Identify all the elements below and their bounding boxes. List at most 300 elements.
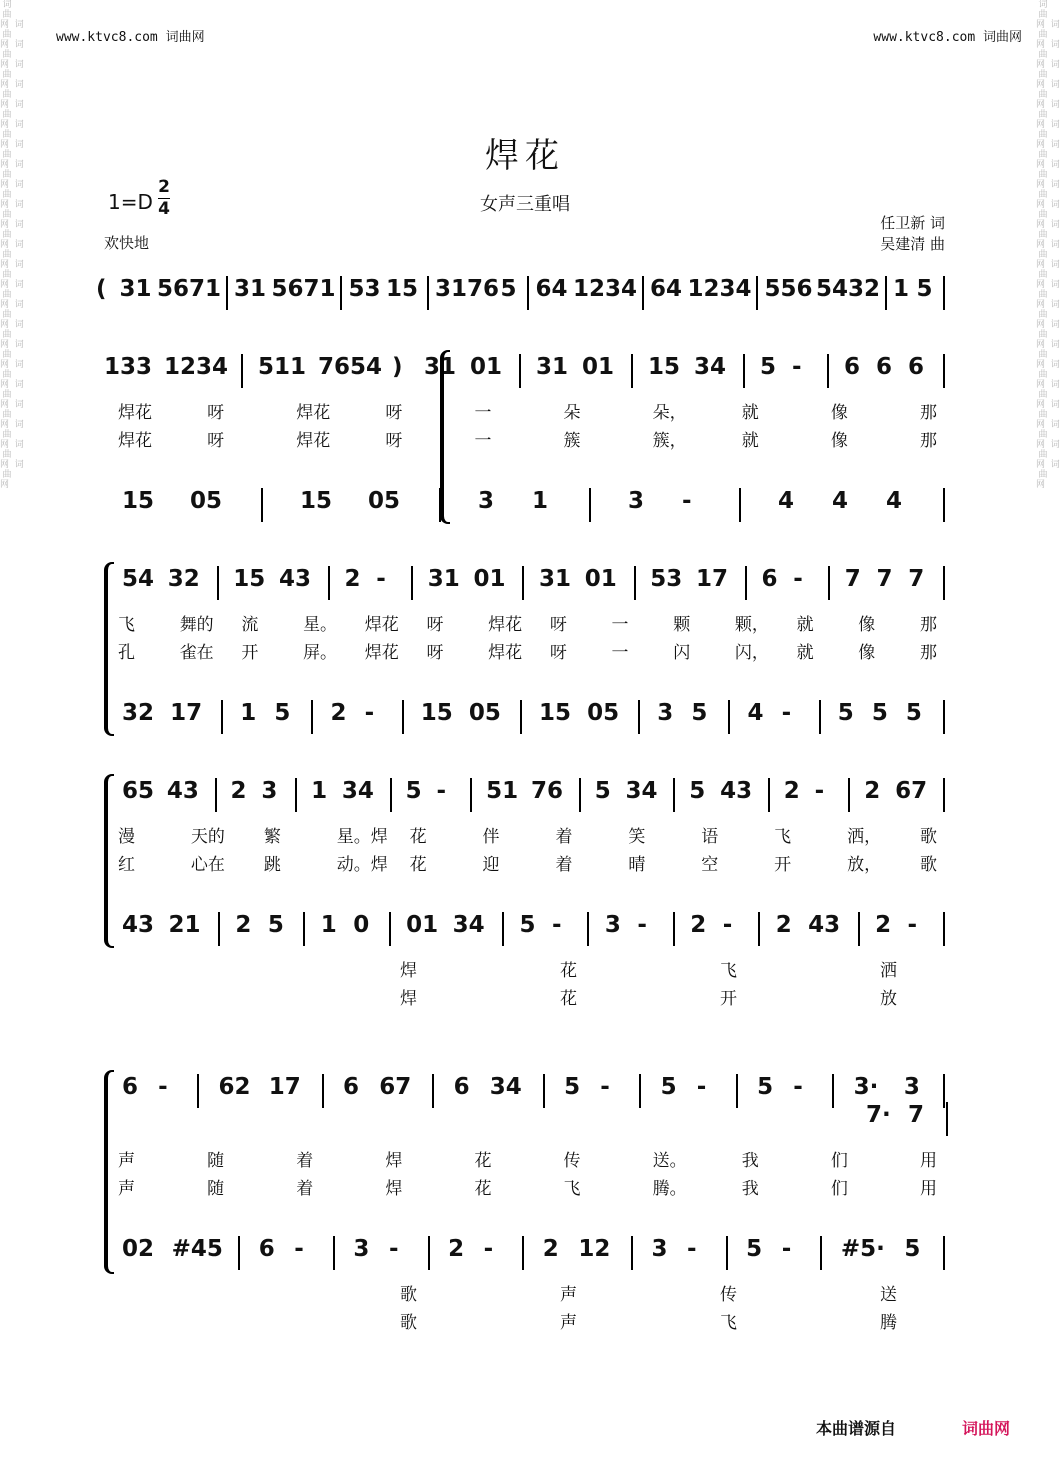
lyric-word: 花	[409, 855, 427, 875]
lyric-word: 簇，	[652, 431, 687, 451]
lyric-word: 雀在	[179, 643, 214, 663]
lyric-word: 就	[741, 431, 759, 451]
bar-line	[226, 276, 228, 310]
lyric-word: 腾。	[652, 1179, 687, 1199]
lyric-word: 花	[560, 961, 577, 981]
bar-line	[522, 1236, 524, 1270]
lyric-word: 着	[555, 827, 573, 847]
note-group: 01	[584, 566, 617, 592]
lyric-word: 心在	[190, 855, 225, 875]
note-group: 5	[519, 912, 536, 938]
note-group: 6	[876, 354, 893, 380]
note-group: -	[158, 1074, 168, 1100]
lyric-word: 像	[858, 615, 876, 635]
note-group: 31	[119, 276, 152, 302]
note-group: 7	[876, 566, 893, 592]
note-group: 0	[353, 912, 370, 938]
note-group: #5·	[840, 1236, 885, 1262]
note-group: 17	[268, 1074, 301, 1100]
bar-line	[295, 778, 297, 812]
note-group: 64	[535, 276, 568, 302]
note-group: 3	[628, 488, 645, 514]
bar-line	[743, 354, 745, 388]
bar-line	[311, 700, 313, 734]
note-group: 15	[233, 566, 266, 592]
system-brace	[104, 1070, 114, 1274]
note-group: 7	[908, 566, 925, 592]
bar-line	[943, 778, 945, 812]
lyric-word: 歌	[920, 855, 937, 875]
bar-line	[502, 912, 504, 946]
note-group: 3	[651, 1236, 668, 1262]
lyric-word: 焊	[400, 961, 417, 981]
bar-line	[943, 354, 945, 388]
lyric-word: 随	[207, 1179, 225, 1199]
lyric-word: 孔	[118, 643, 135, 663]
note-group: 01	[582, 354, 615, 380]
note-group: 32	[167, 566, 200, 592]
note-group: -	[294, 1236, 304, 1262]
bar-line	[820, 1236, 822, 1270]
lyric-word: 飞	[774, 827, 792, 847]
lyric-word: 闪	[673, 643, 691, 663]
lyric-word: 腾	[880, 1313, 897, 1333]
bar-line	[238, 1236, 240, 1270]
lyric-word: 那	[920, 431, 937, 451]
bar-line	[673, 912, 675, 946]
lyric-word: 歌	[400, 1313, 417, 1333]
notation-row	[0, 912, 1050, 946]
note-group: -	[722, 912, 733, 938]
note-group: 2	[542, 1236, 559, 1262]
note-group: 31	[234, 276, 267, 302]
bar-line	[827, 354, 829, 388]
lyric-word: 朵	[563, 403, 581, 423]
song-subtitle: 女声三重唱	[480, 194, 570, 215]
note-group: 05	[468, 700, 501, 726]
lyric-line	[0, 850, 1050, 875]
notation-row	[0, 488, 1050, 522]
lyric-word: 一	[611, 615, 629, 635]
key-signature: 1=D	[108, 190, 153, 214]
lyric-word: 动。焊	[336, 855, 388, 875]
lyric-word: 漫	[118, 827, 135, 847]
note-group: 5	[746, 1236, 763, 1262]
note-group: 67	[895, 778, 928, 804]
note-group: 62	[218, 1074, 251, 1100]
note-group: 5	[405, 778, 422, 804]
lyric-word: 呀	[426, 615, 444, 635]
lyric-word: 焊花	[296, 403, 331, 423]
note-group: )	[392, 354, 403, 380]
lyric-word: 随	[207, 1151, 225, 1171]
lyric-word: 焊	[385, 1151, 403, 1171]
note-group: 7	[844, 566, 861, 592]
note-group: #45	[171, 1236, 223, 1262]
lyric-word: 繁	[263, 827, 281, 847]
lyric-word: 焊花	[118, 431, 152, 451]
lyric-word: 焊花	[364, 615, 399, 635]
lyric-word: 焊	[400, 989, 417, 1009]
note-group: 5	[904, 1236, 921, 1262]
bar-line	[427, 276, 429, 310]
note-group: -	[781, 1236, 792, 1262]
song-title: 焊花	[485, 136, 565, 176]
bar-line	[638, 700, 640, 734]
note-group: 2	[875, 912, 892, 938]
bar-line	[943, 1236, 945, 1270]
bar-line	[519, 354, 521, 388]
notation-row	[0, 700, 1050, 734]
lyric-word: 朵，	[652, 403, 687, 423]
lyric-word: 歌	[920, 827, 937, 847]
bar-line	[340, 276, 342, 310]
lyric-word: 花	[409, 827, 427, 847]
lyric-word: 开	[774, 855, 792, 875]
note-group: -	[792, 354, 802, 380]
footer-source-site[interactable]: 词曲网	[962, 1419, 1011, 1438]
note-group: 54	[122, 566, 155, 592]
lyric-word: 红	[118, 855, 135, 875]
bar-line	[819, 700, 821, 734]
note-group: 2	[330, 700, 347, 726]
note-group: 6	[908, 354, 925, 380]
note-group: -	[814, 778, 825, 804]
lyric-word: 像	[858, 643, 876, 663]
note-group: 1	[532, 488, 549, 514]
note-group: 43	[720, 778, 753, 804]
lyric-word: 飞	[720, 961, 737, 981]
note-group: 15	[420, 700, 453, 726]
notation-row	[0, 276, 1050, 310]
lyric-word: 开	[720, 989, 737, 1009]
note-group: 1	[240, 700, 257, 726]
note-group: 5	[760, 354, 777, 380]
lyric-word: 那	[920, 403, 937, 423]
note-group: 05	[190, 488, 223, 514]
note-group: 3	[353, 1236, 370, 1262]
note-group: 05	[587, 700, 620, 726]
note-group: -	[483, 1236, 494, 1262]
note-group: 64	[650, 276, 683, 302]
lyric-line	[0, 638, 1050, 663]
lyric-word: 花	[474, 1179, 492, 1199]
bar-line	[726, 1236, 728, 1270]
note-group: 53	[650, 566, 683, 592]
lyric-word: 焊花	[118, 403, 152, 423]
note-group: 3	[604, 912, 621, 938]
lyric-word: 语	[701, 827, 719, 847]
lyric-word: 声	[560, 1313, 577, 1333]
note-group: 1234	[573, 276, 638, 302]
bar-line	[768, 778, 770, 812]
lyric-word: 一	[611, 643, 629, 663]
note-group: 3·	[853, 1074, 879, 1100]
note-group: 3176	[435, 276, 500, 302]
lyric-word: 着	[296, 1151, 314, 1171]
note-group: 21	[168, 912, 201, 938]
lyric-word: 放，	[847, 855, 882, 875]
note-group: -	[696, 1074, 707, 1100]
lyric-word: 飞	[720, 1313, 737, 1333]
notation-row	[0, 354, 1050, 388]
lyric-word: 颗，	[734, 615, 769, 635]
bar-line	[828, 566, 830, 600]
lyric-word: 颗	[673, 615, 691, 635]
lyric-word: 伴	[482, 827, 500, 847]
note-group: -	[793, 1074, 803, 1100]
lyric-word: 洒，	[847, 827, 882, 847]
note-group: 5	[500, 276, 517, 302]
note-group: 5	[691, 700, 708, 726]
lyric-word: 簇	[563, 431, 581, 451]
lyric-word: 们	[830, 1151, 848, 1171]
lyric-word: 那	[920, 615, 937, 635]
bar-line	[858, 912, 860, 946]
note-group: 32	[122, 700, 155, 726]
note-group: 34	[489, 1074, 522, 1100]
note-group: 34	[694, 354, 727, 380]
note-group: 5671	[157, 276, 222, 302]
notation-row	[0, 1236, 1050, 1270]
bar-line	[943, 700, 945, 734]
url-left[interactable]: www.ktvc8.com 词曲网	[56, 30, 205, 45]
bar-line	[946, 1102, 948, 1136]
lyric-word: 焊花	[488, 615, 523, 635]
note-group: 1	[320, 912, 337, 938]
note-group: 12	[578, 1236, 611, 1262]
note-group: 76	[531, 778, 564, 804]
lyric-word: 我	[741, 1151, 759, 1171]
bar-line	[728, 700, 730, 734]
note-group: 05	[368, 488, 401, 514]
note-group: 5	[274, 700, 291, 726]
lyric-word: 飞	[563, 1179, 581, 1199]
lyric-line	[0, 1174, 1050, 1199]
lyric-word: 星。	[303, 615, 338, 635]
lyric-word: 传	[563, 1151, 581, 1171]
note-group: -	[637, 912, 647, 938]
lyric-line	[0, 610, 1050, 635]
lyric-word: 一	[474, 403, 492, 423]
note-group: 2	[344, 566, 361, 592]
note-group: 53	[348, 276, 381, 302]
note-group: 01	[473, 566, 506, 592]
note-group: 6	[761, 566, 778, 592]
bar-line	[589, 488, 591, 522]
note-group: 02	[122, 1236, 155, 1262]
bar-line	[218, 912, 220, 946]
note-group: 5	[905, 700, 922, 726]
lyric-word: 用	[920, 1151, 937, 1171]
note-group: 5	[660, 1074, 677, 1100]
note-group: 133	[104, 354, 153, 380]
note-group: 5671	[271, 276, 336, 302]
note-group: 43	[166, 778, 199, 804]
note-group: 3	[903, 1074, 920, 1100]
bar-line	[520, 700, 522, 734]
note-group: -	[364, 700, 375, 726]
lyric-line	[0, 1308, 1050, 1333]
note-group: 2	[775, 912, 792, 938]
lyric-word: 就	[741, 403, 759, 423]
lyric-word: 呀	[207, 403, 225, 423]
time-top: 2	[158, 177, 170, 197]
note-group: 43	[808, 912, 841, 938]
bar-line	[848, 778, 850, 812]
system-brace	[104, 562, 114, 736]
lyric-word: 舞的	[179, 615, 214, 635]
tempo-marking: 欢快地	[104, 234, 150, 252]
note-group: 511	[258, 354, 307, 380]
url-right[interactable]: www.ktvc8.com 词曲网	[873, 30, 1022, 45]
bar-line	[402, 700, 404, 734]
note-group: 15	[300, 488, 333, 514]
note-group: 31	[539, 566, 572, 592]
time-signature	[158, 178, 170, 219]
note-group: 1	[893, 276, 910, 302]
notation-row-extra	[0, 1102, 1050, 1136]
watermark-left: 词曲网 词曲网 词曲网 词曲网 词曲网 词曲网 词曲网 词曲网 词曲网 词曲网 词曲网 词曲网 词曲网 词曲网 词曲网 词曲网 词曲网 词曲网 词曲网 词曲网 词曲网 词曲网 词曲网 词曲网	[0, 0, 24, 490]
bar-line	[758, 912, 760, 946]
bar-line	[261, 488, 263, 522]
lyric-word: 着	[555, 855, 573, 875]
note-group: 34	[452, 912, 485, 938]
lyric-word: 焊花	[296, 431, 331, 451]
bar-line	[745, 566, 747, 600]
lyric-word: 焊花	[364, 643, 399, 663]
lyric-word: 焊	[385, 1179, 403, 1199]
note-group: 5	[564, 1074, 581, 1100]
lyric-word: 焊花	[488, 643, 523, 663]
note-group: (	[96, 276, 107, 302]
note-group: -	[793, 566, 803, 592]
note-group: 15	[648, 354, 681, 380]
bar-line	[470, 778, 472, 812]
lyric-line	[0, 1146, 1050, 1171]
note-group: 6	[258, 1236, 275, 1262]
lyric-word: 闪，	[734, 643, 769, 663]
note-group: 5	[267, 912, 284, 938]
lyric-word: 开	[241, 643, 259, 663]
bar-line	[943, 566, 945, 600]
lyric-word: 就	[796, 643, 814, 663]
system-brace	[440, 350, 450, 524]
note-group: 4	[778, 488, 795, 514]
note-group: -	[376, 566, 386, 592]
lyric-word: 就	[796, 615, 814, 635]
note-group: -	[600, 1074, 610, 1100]
note-group: 4	[886, 488, 903, 514]
lyric-word: 花	[560, 989, 577, 1009]
notation-row	[0, 566, 1050, 600]
note-group: 6	[844, 354, 861, 380]
lyric-word: 放	[880, 989, 897, 1009]
note-group: 6	[453, 1074, 470, 1100]
note-group: 2	[864, 778, 881, 804]
bar-line	[241, 354, 243, 388]
note-group: 51	[486, 778, 519, 804]
bar-line	[303, 912, 305, 946]
note-group: -	[682, 488, 692, 514]
note-group: -	[781, 700, 792, 726]
bar-line	[333, 1236, 335, 1270]
bar-line	[587, 912, 589, 946]
note-group: 1234	[687, 276, 752, 302]
note-group: 4	[832, 488, 849, 514]
note-group: 65	[122, 778, 155, 804]
bar-line	[411, 566, 413, 600]
note-group: 67	[379, 1074, 412, 1100]
lyric-word: 飞	[118, 615, 135, 635]
note-group: 6	[343, 1074, 360, 1100]
note-group: 7·	[866, 1102, 891, 1128]
bar-line	[217, 566, 219, 600]
note-group: 5	[837, 700, 854, 726]
bar-line	[631, 1236, 633, 1270]
lyric-word: 声	[118, 1151, 135, 1171]
lyric-word: 传	[720, 1285, 737, 1305]
note-group: -	[687, 1236, 697, 1262]
lyric-word: 晴	[628, 855, 646, 875]
bar-line	[389, 912, 391, 946]
note-group: 5	[916, 276, 933, 302]
bar-line	[215, 778, 217, 812]
note-group: 15	[386, 276, 419, 302]
lyric-line	[0, 398, 1050, 423]
lyric-word: 呀	[549, 615, 567, 635]
lyric-word: 像	[830, 403, 848, 423]
lyric-line	[0, 956, 1050, 981]
lyric-word: 流	[241, 615, 259, 635]
note-group: 7654	[318, 354, 383, 380]
bar-line	[739, 488, 741, 522]
note-group: 2	[690, 912, 707, 938]
lyric-word: 花	[474, 1151, 492, 1171]
note-group: 17	[696, 566, 729, 592]
note-group: -	[552, 912, 562, 938]
note-group: 5	[871, 700, 888, 726]
lyric-line	[0, 822, 1050, 847]
note-group: 43	[122, 912, 155, 938]
note-group: 3	[261, 778, 278, 804]
lyric-line	[0, 984, 1050, 1009]
note-group: 31	[536, 354, 569, 380]
note-group: 01	[406, 912, 439, 938]
note-group: -	[388, 1236, 399, 1262]
bar-line	[943, 912, 945, 946]
bar-line	[221, 700, 223, 734]
bar-line	[634, 566, 636, 600]
note-group: 4	[747, 700, 764, 726]
note-group: 3	[478, 488, 495, 514]
lyric-word: 送	[880, 1285, 897, 1305]
note-group: 01	[470, 354, 503, 380]
bar-line	[885, 276, 887, 310]
lyric-word: 用	[920, 1179, 937, 1199]
lyric-word: 呀	[426, 643, 444, 663]
lyric-word: 我	[741, 1179, 759, 1199]
lyric-word: 呀	[207, 431, 225, 451]
note-group: 2	[783, 778, 800, 804]
bar-line	[428, 1236, 430, 1270]
lyric-word: 声	[560, 1285, 577, 1305]
lyric-word: 送。	[652, 1151, 687, 1171]
lyric-line	[0, 1280, 1050, 1305]
lyric-word: 呀	[549, 643, 567, 663]
note-group: 2	[230, 778, 247, 804]
lyric-word: 着	[296, 1179, 314, 1199]
